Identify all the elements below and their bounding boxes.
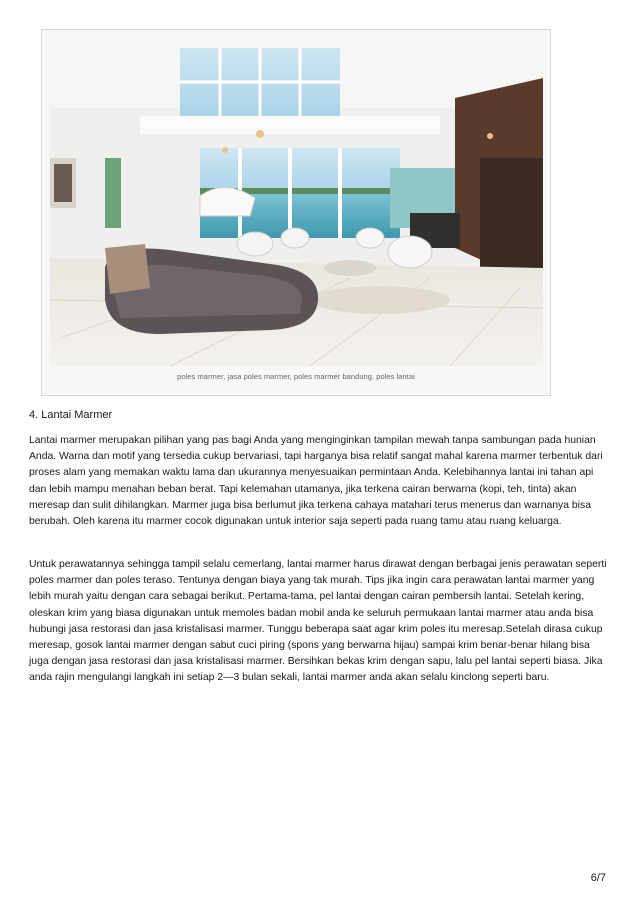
paragraph-2: Untuk perawatannya sehingga tampil selalu cemerlang, lantai marmer harus dirawat dengan berbagai jenis perawatan seperti poles marmer dan poles teraso. Tentunya dengan biaya yang tak murah. Tips jika ingin cara perawatan lantai marmer yang lebih murah yaitu dengan cara sebagai berikut. Pertama-tama, pel lantai dengan cairan pembersih lantai. Setelah kering, oleskan krim yang biasa digunakan untuk memoles badan mobil anda ke seluruh permukaan lantai marmer atau anda bisa hubungi jasa restorasi dan jasa kristalisasi marmer. Tunggu beberapa saat agar krim poles itu meresap.Setelah dirasa cukup meresap, gosok lantai marmer dengan sabut cuci piring (spons yang berwarna hijau) sampai krim benar-benar hilang bisa juga dengan jasa restorasi dan jasa kristalisasi marmer. Bersihkan bekas krim dengan sapu, lalu pel lantai seperti biasa. Jika anda rajin mengulangi langkah ini setiap 2—3 bulan sekali, lantai marmer anda akan selalu kinclong seperti baru. [29, 559, 607, 684]
section-heading: 4. Lantai Marmer [29, 409, 113, 421]
interior-photo [50, 38, 543, 366]
figure [41, 29, 551, 396]
paragraph-1: Lantai marmer merupakan pilihan yang pas bagi Anda yang menginginkan tampilan mewah tanpa sambungan pada hunian Anda. Warna dan motif yang tersedia cukup bervariasi, tapi harganya bisa relatif sangat mahal karena marmer terbentuk dari proses alam yang memakan waktu lama dan ukurannya menyesuaikan permintaan Anda. Kelebihannya lantai ini tahan api dan lebih mampu menahan beban berat. Tapi kelemahan utamanya, jika terkena cairan berwarna (kopi, teh, tinta) akan meresap dan sulit dihilangkan. Marmer juga bisa berlumut jika terkena cahaya matahari terus menerus dan warnanya bisa berubah. Oleh karena itu marmer cocok digunakan untuk interior saja seperti pada ruang tamu atau ruang keluarga. [29, 435, 603, 528]
image-caption: poles marmer, jasa poles marmer, poles marmer bandung, poles lantai [177, 372, 415, 381]
page-number: 6/7 [590, 872, 606, 884]
